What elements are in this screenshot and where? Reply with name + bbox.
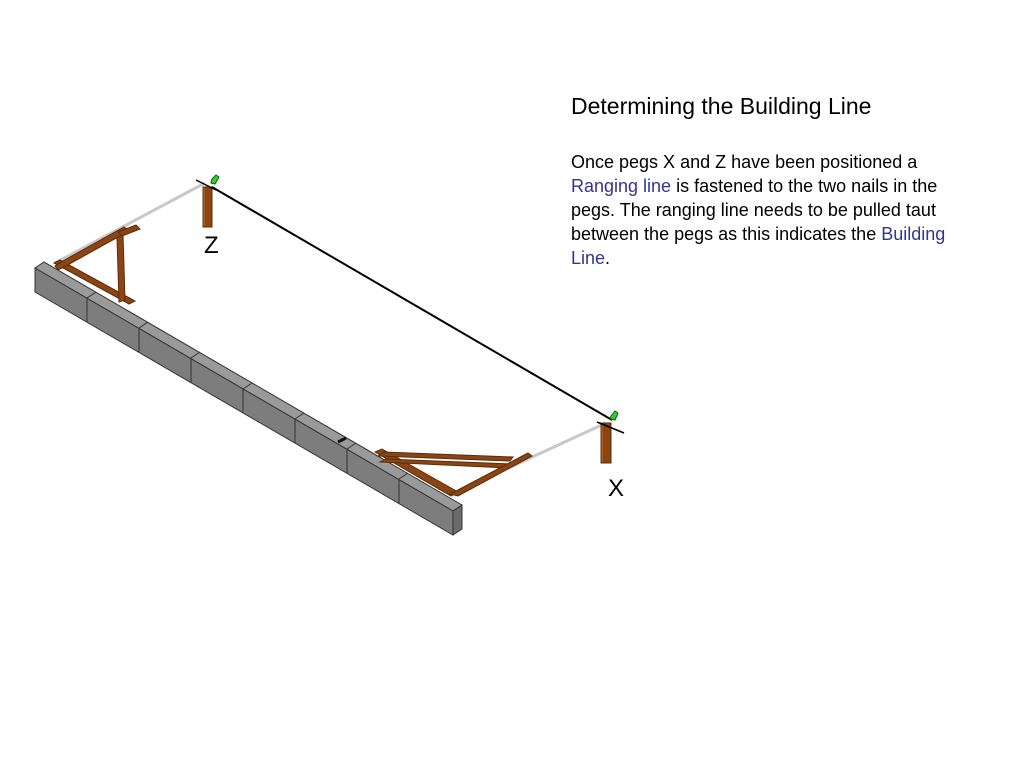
body-text-1: Once pegs X and Z have been positioned a — [571, 152, 918, 172]
peg-label-x: X — [608, 475, 625, 502]
ranging-line-link[interactable]: Ranging line — [571, 176, 672, 196]
ranging-line — [212, 187, 612, 420]
body-text-2: is fastened to the two nails in the pegs. The ranging line needs to be pulled taut between the pegs as this indicates the — [571, 176, 938, 244]
guide-line-z — [55, 183, 205, 263]
slide-title: Determining the Building Line — [571, 93, 872, 119]
peg-x — [597, 422, 624, 463]
nail-x-icon — [610, 411, 618, 420]
peg-label-z: Z — [204, 232, 219, 259]
building-line-link[interactable]: Building Line — [571, 224, 946, 268]
body-text-3: . — [605, 248, 611, 268]
slide-body — [571, 150, 951, 270]
text-panel — [571, 93, 951, 270]
brick-wall — [35, 262, 462, 535]
nail-z-icon — [211, 175, 219, 184]
